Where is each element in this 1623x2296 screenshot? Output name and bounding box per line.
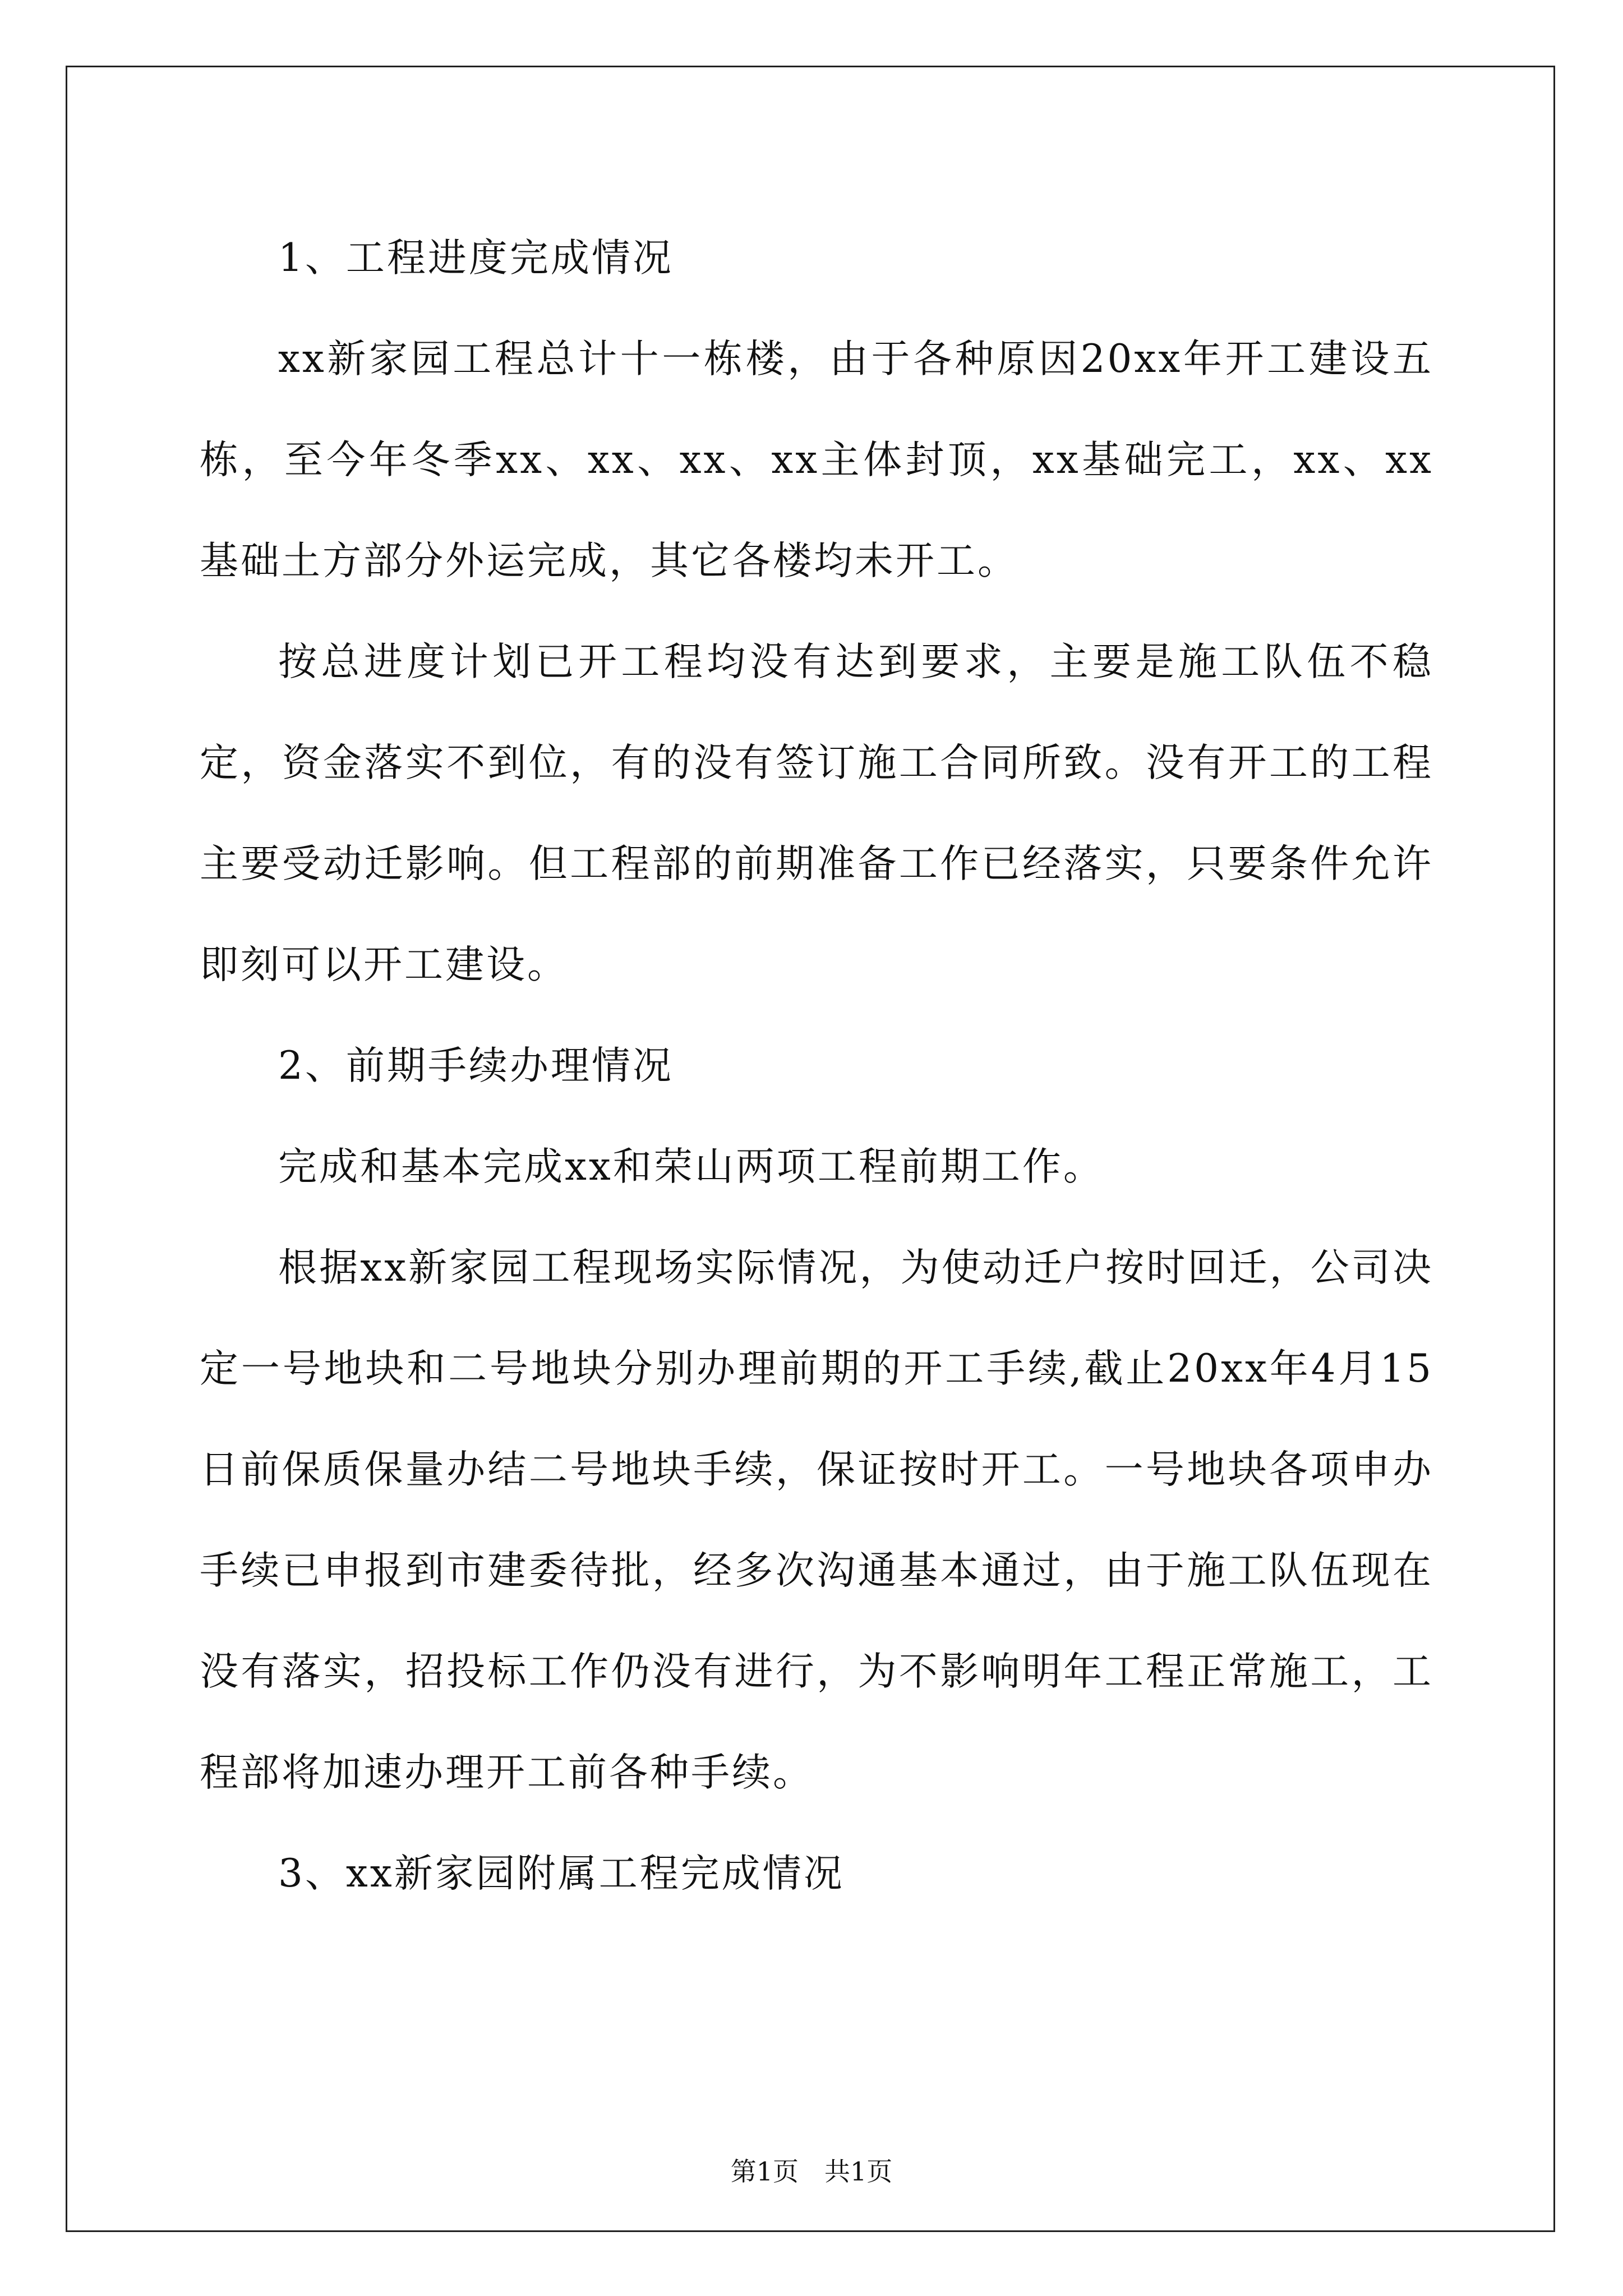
section-heading-1: 1、工程进度完成情况 bbox=[278, 236, 674, 280]
paragraph: 按总进度计划已开工程均没有达到要求，主要是施工队伍不稳定，资金落实不到位，有的没有签订施工合同所致。没有开工的工程主要受动迁影响。但工程部的前期准备工作已经落实，只要条件允许即刻可以开工建设。 bbox=[200, 639, 1433, 987]
section-heading-3: 3、xx新家园附属工程完成情况 bbox=[278, 1851, 845, 1896]
paragraph: 根据xx新家园工程现场实际情况，为使动迁户按时回迁，公司决定一号地块和二号地块分别办理前期的开工手续,截止20xx年4月15日前保质保量办结二号地块手续，保证按时开工。一号地块各项申办手续已申报到市建委待批，经多次沟通基本通过，由于施工队伍现在没有落实，招投标工作仍没有进行，为不影响明年工程正常施工，工程部将加速办理开工前各种手续。 bbox=[200, 1245, 1433, 1795]
page-footer: 第1页 共1页 bbox=[730, 2156, 893, 2187]
section-heading-2: 2、前期手续办理情况 bbox=[278, 1043, 674, 1088]
paragraph: xx新家园工程总计十一栋楼，由于各种原因20xx年开工建设五栋，至今年冬季xx、xx、xx、xx主体封顶，xx基础完工，xx、xx基础土方部分外运完成，其它各楼均未开工。 bbox=[200, 337, 1433, 583]
paragraph: 完成和基本完成xx和荣山两项工程前期工作。 bbox=[278, 1144, 1104, 1189]
document-body bbox=[200, 208, 1433, 1924]
